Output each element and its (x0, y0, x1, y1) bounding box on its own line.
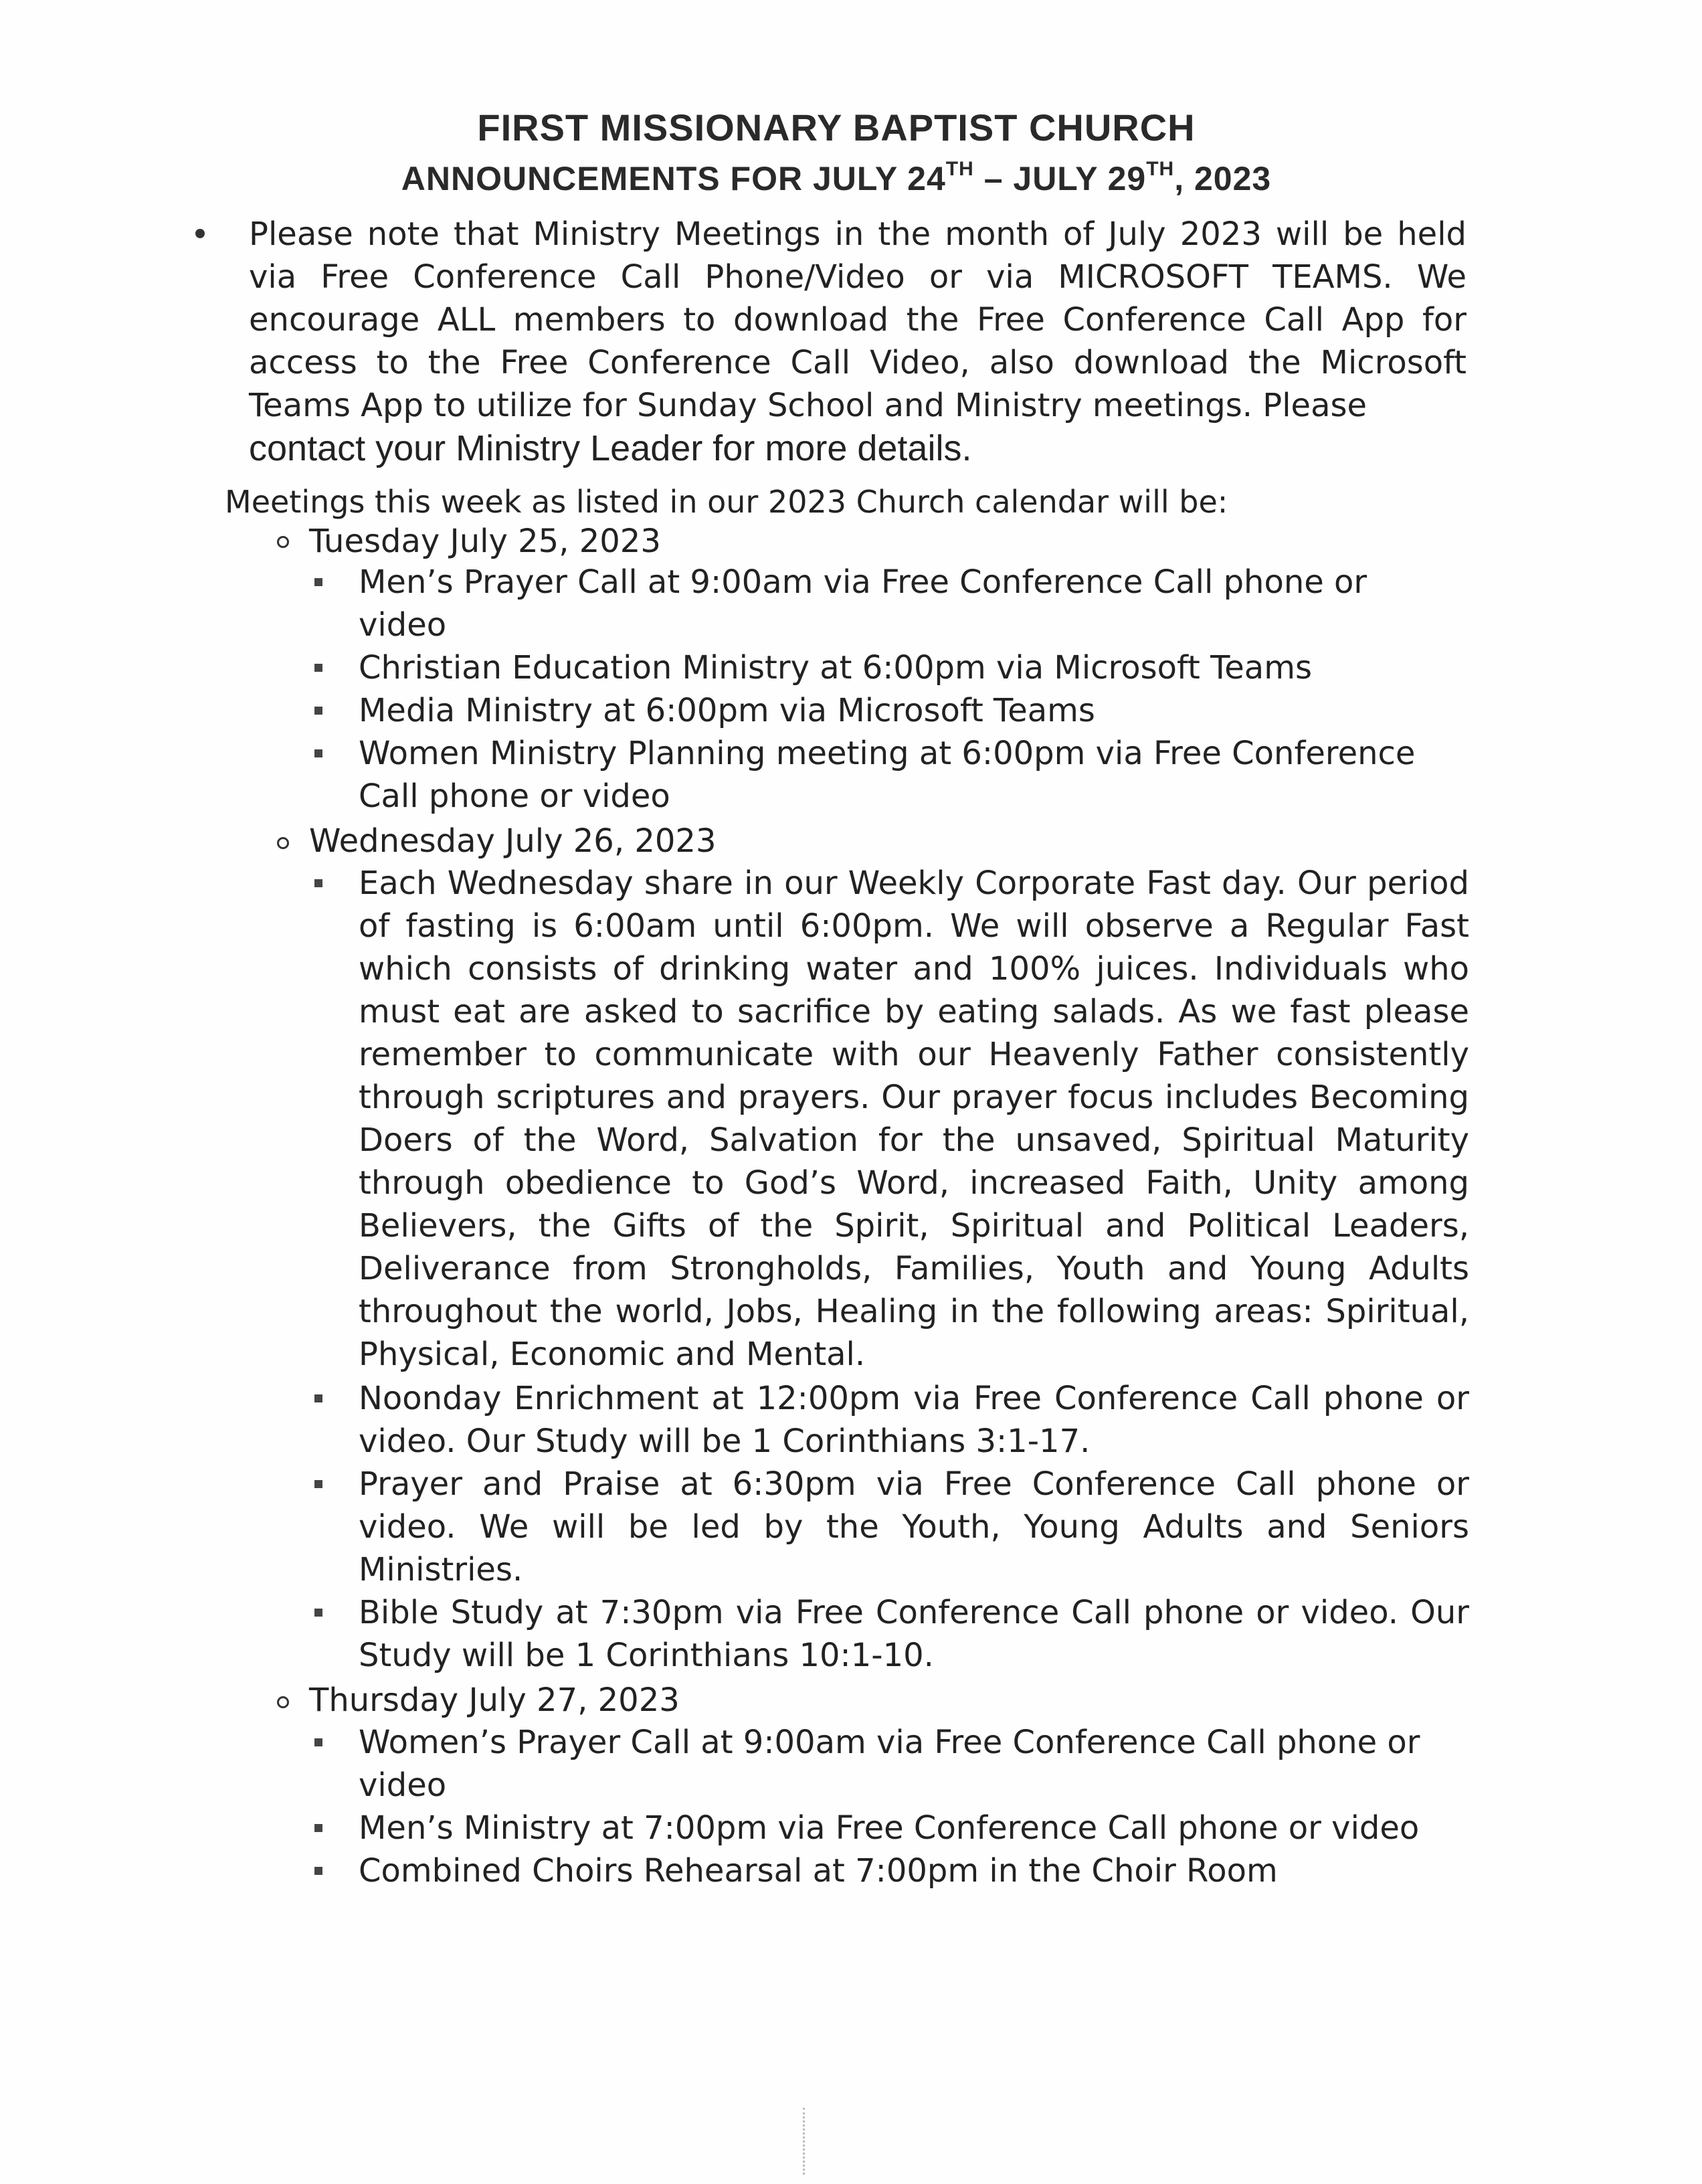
square-bullet-icon (314, 1480, 322, 1488)
meetings-intro: Meetings this week as listed in our 2023 Church calendar will be: (225, 484, 1228, 520)
agenda-item: Bible Study at 7:30pm via Free Conference Call phone or video. Our Study will be 1 Corinthians 10:1-10. (359, 1594, 1469, 1674)
circle-bullet-icon (277, 536, 289, 548)
announcements-title: ANNOUNCEMENTS FOR JULY 24TH – JULY 29TH, 2023 (401, 158, 1272, 197)
square-bullet-icon (314, 578, 322, 586)
square-bullet-icon (314, 1738, 322, 1746)
agenda-item: Each Wednesday share in our Weekly Corporate Fast day. Our period of fasting is 6:00am until 6:00pm. We will observe a Regular Fast which consists of drinking water and 100% juices. Individuals who must eat are asked to sacrifice by eating salads. As we fast please remember to communicate with our Heavenly Father consistently through scriptures and prayers. Our prayer focus includes Becoming Doers of the Word, Salvation for the unsaved, Spiritual Maturity through obedience to God’s Word, increased Faith, Unity among Believers, the Gifts of the Spirit, Spiritual and Political Leaders, Deliverance from Strongholds, Families, Youth and Young Adults throughout the world, Jobs, Healing in the following areas: Spiritual, Physical, Economic and Mental. (359, 864, 1469, 1373)
day-heading-tuesday: Tuesday July 25, 2023 (309, 523, 661, 560)
agenda-item: Prayer and Praise at 6:30pm via Free Conference Call phone or video. We will be led by the Youth, Young Adults and Seniors Ministries. (359, 1465, 1469, 1588)
agenda-item: Christian Education Ministry at 6:00pm via Microsoft Teams (359, 649, 1312, 687)
square-bullet-icon (314, 749, 322, 757)
agenda-item: Men’s Ministry at 7:00pm via Free Conference Call phone or video (359, 1809, 1420, 1847)
square-bullet-icon (314, 879, 322, 887)
agenda-item: Women Ministry Planning meeting at 6:00pm via Free Conference Call phone or video (359, 735, 1416, 815)
church-name: FIRST MISSIONARY BAPTIST CHURCH (477, 106, 1196, 149)
agenda-item: Women’s Prayer Call at 9:00am via Free Conference Call phone or video (359, 1724, 1420, 1804)
square-bullet-icon (314, 1394, 322, 1402)
day-heading-wednesday: Wednesday July 26, 2023 (309, 822, 717, 860)
agenda-item: Media Ministry at 6:00pm via Microsoft Teams (359, 692, 1095, 729)
agenda-item: Men’s Prayer Call at 9:00am via Free Conference Call phone or video (359, 563, 1367, 644)
bullet-dot-icon (195, 229, 205, 238)
square-bullet-icon (314, 1824, 322, 1832)
scan-specks (803, 2108, 809, 2175)
square-bullet-icon (314, 1609, 322, 1617)
square-bullet-icon (314, 1867, 322, 1875)
square-bullet-icon (314, 664, 322, 672)
ministry-meetings-notice: Please note that Ministry Meetings in the month of July 2023 will be held via Free Conference Call Phone/Video or via MICROSOFT TEAMS. We encourage ALL members to download the Free Conference Call App for access to the Free Conference Call Video, also download the Microsoft Teams App to utilize for Sunday School and Ministry meetings. Please contact your Ministry Leader for more details. (249, 215, 1467, 468)
square-bullet-icon (314, 707, 322, 715)
agenda-item: Noonday Enrichment at 12:00pm via Free Conference Call phone or video. Our Study will be 1 Corinthians 3:1-17. (359, 1380, 1469, 1460)
circle-bullet-icon (277, 1696, 289, 1708)
day-heading-thursday: Thursday July 27, 2023 (309, 1681, 680, 1719)
agenda-item: Combined Choirs Rehearsal at 7:00pm in the Choir Room (359, 1852, 1278, 1890)
circle-bullet-icon (277, 837, 289, 849)
